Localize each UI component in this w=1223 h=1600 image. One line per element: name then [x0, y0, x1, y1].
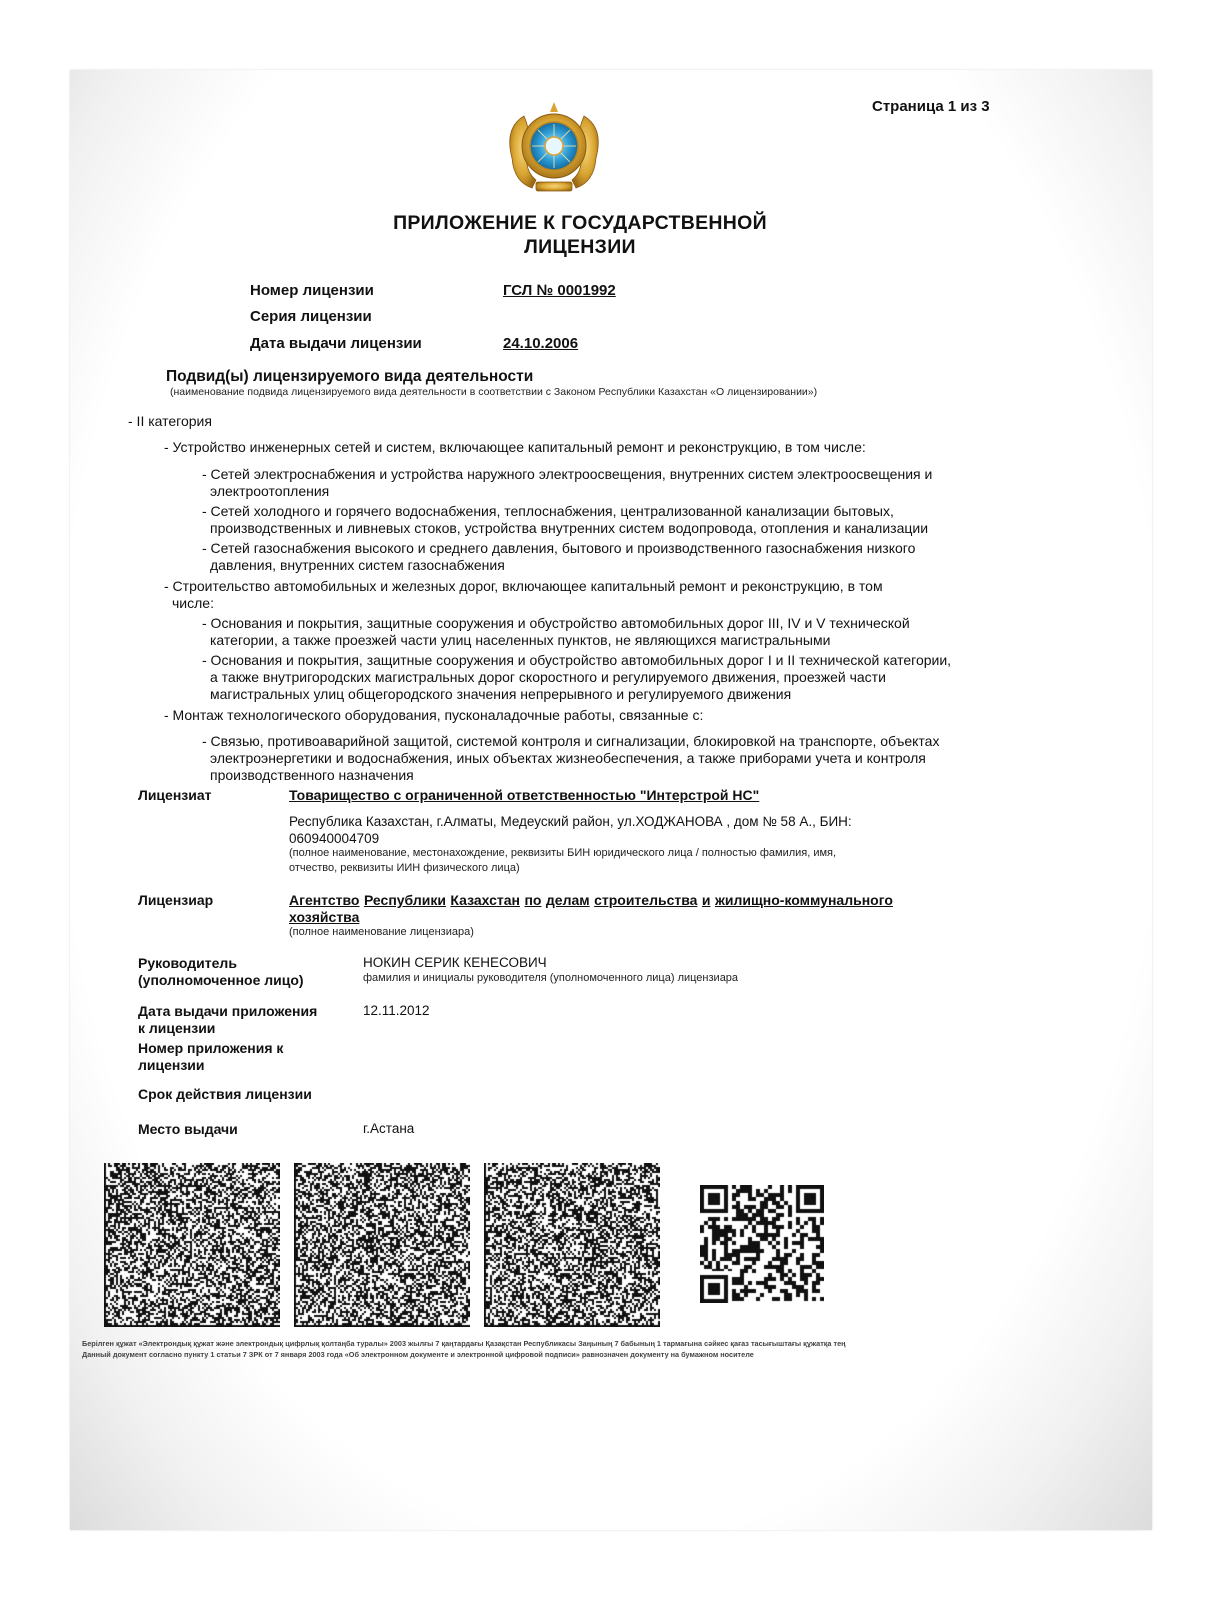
licensee-note-cont: отчество, реквизиты ИИН физического лица) [289, 862, 520, 874]
activity-sub-3-1: - Связью, противоаварийной защитой, системой контроля и сигнализации, блокировкой на транспорте, объектах [202, 733, 940, 749]
state-emblem-icon [502, 98, 606, 196]
document-title-line2: ЛИЦЕНЗИИ [524, 236, 636, 258]
activity-sub-1-2: - Сетей холодного и горячего водоснабжения, теплоснабжения, централизованной канализации бытовых, [202, 503, 894, 519]
activity-item-2-cont: числе: [172, 595, 214, 611]
licensor-name [289, 892, 893, 910]
licensor-name-word: строительства [594, 892, 698, 908]
appendix-date-value: 12.11.2012 [363, 1003, 430, 1018]
activity-sub-3-1-cont2: производственного назначения [210, 767, 414, 783]
licensor-name-word: Агентство [289, 892, 360, 908]
place-value: г.Астана [363, 1121, 415, 1136]
datamatrix-code-icon [484, 1163, 660, 1327]
subtype-heading: Подвид(ы) лицензируемого вида деятельности [166, 368, 534, 385]
activity-item-1: - Устройство инженерных сетей и систем, включающее капитальный ремонт и реконструкцию, в том числе: [164, 439, 866, 455]
licensor-name-cont: хозяйства [289, 909, 360, 925]
licensor-name-word: делам [545, 892, 590, 908]
licensor-name-word: Республики [363, 892, 446, 908]
activity-sub-2-1-cont: категории, а также проезжей части улиц населенных пунктов, не являющихся магистральными [210, 632, 831, 648]
license-date-value: 24.10.2006 [503, 335, 579, 352]
appendix-date-label-cont: к лицензии [138, 1020, 216, 1036]
activity-item-2: - Строительство автомобильных и железных дорог, включающее капитальный ремонт и реконструкцию, в том [164, 578, 883, 594]
document-title-line1: ПРИЛОЖЕНИЕ К ГОСУДАРСТВЕННОЙ [393, 212, 767, 234]
validity-label: Срок действия лицензии [138, 1086, 312, 1102]
activity-sub-1-2-cont: производственных и ливневых стоков, устройства внутренних систем водопровода, отопления и канализации [210, 520, 929, 536]
appendix-number-label: Номер приложения к [138, 1040, 284, 1056]
license-date-label: Дата выдачи лицензии [250, 335, 422, 352]
activity-sub-1-3: - Сетей газоснабжения высокого и среднего давления, бытового и производственного газоснабжения низкого [202, 540, 916, 556]
activity-sub-2-2: - Основания и покрытия, защитные сооружения и обустройство автомобильных дорог I и II технической категории, [202, 652, 952, 668]
qr-code-icon [700, 1185, 824, 1303]
datamatrix-code-icon [104, 1163, 280, 1327]
activity-sub-2-1: - Основания и покрытия, защитные сооружения и обустройство автомобильных дорог III, IV и V технической [202, 615, 910, 631]
activity-sub-1-3-cont: давления, внутренних систем газоснабжения [210, 557, 505, 573]
licensee-name: Товарищество с ограниченной ответственностью "Интерстрой НС" [289, 787, 760, 803]
page-number: Страница 1 из 3 [872, 98, 990, 115]
footer-kazakh: Берілген құжат «Электрондық құжат және электрондық цифрлық қолтаңба туралы» 2003 жылғы 7 қаңтардағы Қазақстан Республикасы Заңының 7 бабының 1 тармағына сәйкес қағаз тасығыштағы құжатқа тең [82, 1339, 846, 1348]
head-label: Руководитель [138, 955, 237, 971]
licensor-label: Лицензиар [138, 892, 214, 908]
license-number-value: ГСЛ № 0001992 [503, 282, 616, 299]
subtype-note: (наименование подвида лицензируемого вида деятельности в соответствии с Законом Республики Казахстан «О лицензировании») [170, 386, 818, 398]
licensee-bin: 060940004709 [289, 831, 380, 846]
license-series-label: Серия лицензии [250, 308, 372, 325]
licensor-name-word: жилищно-коммунального [714, 892, 893, 908]
head-name: НОКИН СЕРИК КЕНЕСОВИЧ [363, 955, 547, 970]
licensee-note: (полное наименование, местонахождение, реквизиты БИН юридического лица / полностью фамилия, имя, [289, 847, 837, 859]
footer-russian: Данный документ согласно пункту 1 статьи 7 ЗРК от 7 января 2003 года «Об электронном документе и электронной цифровой подписи» равнозначен документу на бумажном носителе [82, 1350, 754, 1359]
license-number-label: Номер лицензии [250, 282, 374, 299]
activity-sub-2-2-cont: а также внутригородских магистральных дорог скоростного и регулируемого движения, проезжей части [210, 669, 886, 685]
licensor-name-word: по [524, 892, 542, 908]
licensor-note: (полное наименование лицензиара) [289, 926, 474, 938]
activity-sub-2-2-cont2: магистральных улиц общегородского значения непрерывного и регулируемого движения [210, 686, 792, 702]
category-item: - II категория [128, 413, 212, 429]
head-label-cont: (уполномоченное лицо) [138, 972, 304, 988]
activity-item-3: - Монтаж технологического оборудования, пусконаладочные работы, связанные с: [164, 707, 704, 723]
activity-sub-3-1-cont: электроэнергетики и водоснабжения, иных объектах жизнеобеспечения, а также приборами учета и контроля [210, 750, 926, 766]
activity-sub-1-1-cont: электроотопления [210, 483, 330, 499]
place-label: Место выдачи [138, 1121, 238, 1137]
appendix-date-label: Дата выдачи приложения [138, 1003, 318, 1019]
licensor-name-word: Казахстан [450, 892, 520, 908]
activity-sub-1-1: - Сетей электроснабжения и устройства наружного электроосвещения, внутренних систем электроосвещения и [202, 466, 933, 482]
licensor-name-word: и [701, 892, 711, 908]
datamatrix-code-icon [294, 1163, 470, 1327]
licensee-address: Республика Казахстан, г.Алматы, Медеуский район, ул.ХОДЖАНОВА , дом № 58 А., БИН: [289, 814, 852, 829]
licensee-label: Лицензиат [138, 787, 212, 803]
head-note: фамилия и инициалы руководителя (уполномоченного лица) лицензиара [363, 972, 739, 984]
appendix-number-label-cont: лицензии [138, 1057, 205, 1073]
